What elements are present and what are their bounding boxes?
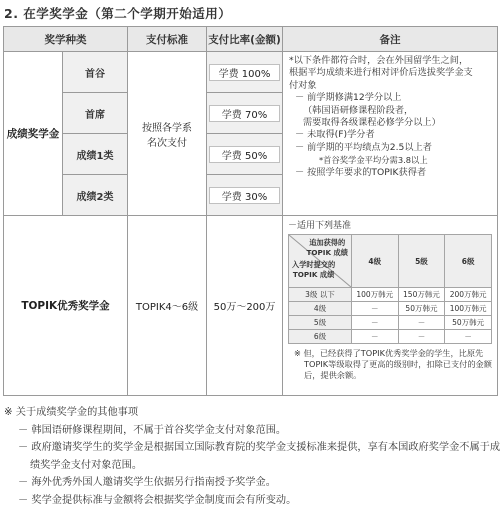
merit-notes <box>283 52 498 216</box>
header-notes: 备注 <box>283 27 498 52</box>
footnotes <box>4 404 500 510</box>
topik-amount-cell: 200万韩元 <box>445 288 492 302</box>
topik-amount-cell: 50万韩元 <box>398 302 445 316</box>
topik-amount-cell: － <box>445 330 492 344</box>
note-line: （韩国语研修课程阶段者， <box>303 104 414 116</box>
topik-amount-cell: － <box>398 330 445 344</box>
topik-col-header: 6级 <box>445 235 492 288</box>
merit-rate: 学费 30% <box>209 187 280 204</box>
merit-standard-line: 按照各学系 <box>142 122 192 134</box>
topik-row-level: 6级 <box>289 330 352 344</box>
topik-footnote-line: ※ 但，已经获得了TOPIK优秀奖学金的学生，比原先 <box>294 348 484 358</box>
topik-col-header: 4级 <box>351 235 398 288</box>
header-rate: 支付比率(金额) <box>207 27 283 52</box>
merit-type-name: 成绩2类 <box>63 175 128 216</box>
section-heading: 2. 在学奖学金（第二个学期开始适用） <box>4 6 232 21</box>
merit-rate: 学费 100% <box>209 64 280 81</box>
table-header-row <box>4 27 498 52</box>
topik-amount-cell: 150万韩元 <box>398 288 445 302</box>
topik-footnote-line: 后，提供余额。 <box>304 370 362 380</box>
topik-row-level: 5级 <box>289 316 352 330</box>
topik-criteria-row <box>289 330 492 344</box>
note-line: 需要取得各级课程必修学分以上） <box>303 117 441 129</box>
merit-rate: 学费 70% <box>209 105 280 122</box>
topik-amount: 50万～200万 <box>207 216 283 396</box>
note-line: － 未取得(F)学分者 <box>295 129 375 141</box>
merit-rate-cell <box>207 93 283 134</box>
merit-rate-cell <box>207 134 283 175</box>
merit-rate: 学费 50% <box>209 146 280 163</box>
topik-amount-cell: － <box>351 302 398 316</box>
topik-scholarship-label: TOPIK优秀奖学金 <box>4 216 128 396</box>
note-line: 付对象 <box>289 79 317 91</box>
table-row <box>4 216 498 396</box>
topik-criteria-table <box>288 234 492 344</box>
topik-row-level: 4级 <box>289 302 352 316</box>
topik-criteria-header-row <box>289 235 492 288</box>
added-score-label <box>307 238 348 258</box>
merit-rate-cell <box>207 52 283 93</box>
topik-row-level: 3级 以下 <box>289 288 352 302</box>
topik-footnote-line: TOPIK等级取得了更高的级别时，扣除已支付的金额 <box>304 359 492 369</box>
merit-standard <box>128 52 207 216</box>
merit-standard-line: 名次支付 <box>147 137 187 149</box>
topik-criteria-corner <box>289 235 352 288</box>
note-line: － 前学期的平均绩点为2.5以上者 <box>295 141 432 153</box>
footnotes-title: ※ 关于成绩奖学金的其他事项 <box>4 407 139 418</box>
topik-criteria-row <box>289 316 492 330</box>
entry-score-label-line: TOPIK 成绩 <box>292 270 335 279</box>
footnote-item: － 政府邀请奖学生的奖学金是根据国立国际教育院的奖学金支援标准来提供，享有本国政府奖学金不属于成 <box>18 442 500 454</box>
note-line: 根据平均成绩来进行相对评价后选拔奖学金支 <box>289 67 473 79</box>
scholarship-table <box>3 26 498 396</box>
note-line: － 按照学年要求的TOPIK获得者 <box>295 166 427 178</box>
header-standard: 支付标准 <box>128 27 207 52</box>
note-line: *首谷奖学金平均分需3.8以上 <box>319 155 428 166</box>
footnote-item: 绩奖学金支付对象范围。 <box>30 459 143 471</box>
note-line: － 前学期修满12学分以上 <box>295 92 402 104</box>
footnote-item: － 奖学金提供标准与金额将会根据奖学金制度而会有所变动。 <box>18 494 297 506</box>
topik-standard: TOPIK4～6级 <box>128 216 207 396</box>
merit-rate-cell <box>207 175 283 216</box>
topik-notes <box>283 216 498 396</box>
note-line: *以下条件都符合时，会在外国留学生之间， <box>289 55 469 66</box>
added-score-label-line: TOPIK 成绩 <box>306 248 348 257</box>
topik-amount-cell: － <box>398 316 445 330</box>
table-row <box>4 52 498 93</box>
footnote-item: － 海外优秀外国人邀请奖学生依据另行指南授予奖学金。 <box>18 477 276 489</box>
topik-amount-cell: － <box>351 316 398 330</box>
topik-amount-cell: － <box>351 330 398 344</box>
topik-footnote <box>288 348 492 381</box>
topik-note-title: －适用下列基准 <box>288 221 352 231</box>
entry-score-label <box>292 260 335 280</box>
entry-score-label-line: 入学时提交的 <box>292 260 336 269</box>
topik-amount-cell: 100万韩元 <box>351 288 398 302</box>
merit-type-name: 首席 <box>63 93 128 134</box>
added-score-label-line: 追加获得的 <box>309 238 346 247</box>
topik-amount-cell: 50万韩元 <box>445 316 492 330</box>
topik-amount-cell: 100万韩元 <box>445 302 492 316</box>
topik-col-header: 5级 <box>398 235 445 288</box>
merit-scholarship-label: 成绩奖学金 <box>4 52 63 216</box>
merit-type-name: 首谷 <box>63 52 128 93</box>
merit-type-name: 成绩1类 <box>63 134 128 175</box>
footnote-item: － 韩国语研修课程期间，不属于首谷奖学金支付对象范围。 <box>18 424 287 436</box>
topik-criteria-row <box>289 288 492 302</box>
header-type: 奖学种类 <box>4 27 128 52</box>
topik-criteria-row <box>289 302 492 316</box>
